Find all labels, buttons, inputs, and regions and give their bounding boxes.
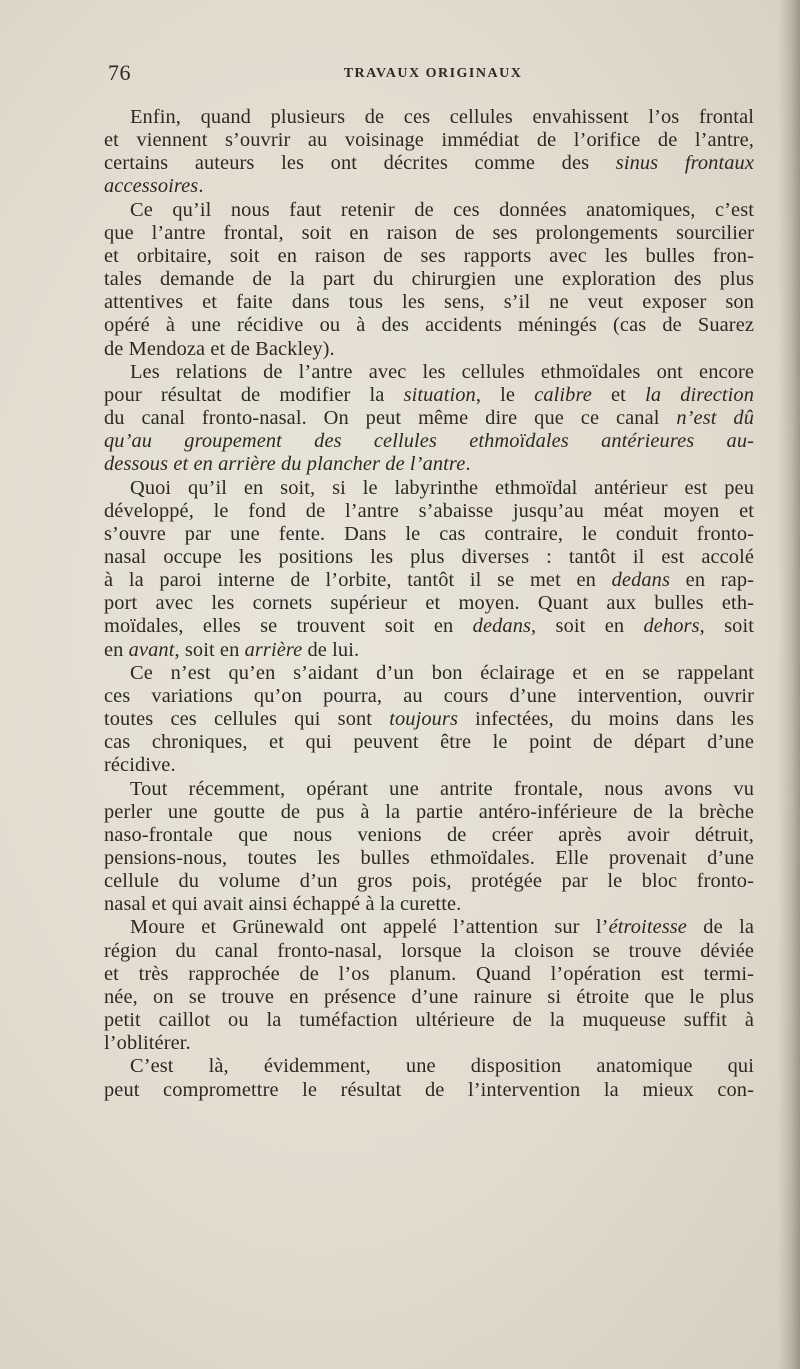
text-line: s’ouvre par une fente. Dans le cas contraire, le conduit fronto- xyxy=(104,522,754,545)
text-line: accessoires. xyxy=(104,175,204,198)
text-line: Quoi qu’il en soit, si le labyrinthe ethmoïdal antérieur est peu xyxy=(130,476,754,499)
text-line: cas chroniques, et qui peuvent être le point de départ d’une xyxy=(104,731,754,754)
text-line: C’est là, évidemment, une disposition anatomique qui xyxy=(130,1055,754,1078)
paragraph xyxy=(104,361,754,477)
text-line: et orbitaire, soit en raison de ses rapports avec les bulles fron- xyxy=(104,244,754,267)
text-line: attentives et faite dans tous les sens, s’il ne veut exposer son xyxy=(104,291,754,314)
text-line: Enfin, quand plusieurs de ces cellules envahissent l’os frontal xyxy=(130,106,754,128)
text-line: à la paroi interne de l’orbite, tantôt il se met en dedans en rap- xyxy=(104,569,754,592)
page-number: 76 xyxy=(108,60,131,85)
text-line: nasal occupe les positions les plus diverses : tantôt il est accolé xyxy=(104,545,754,568)
text-line: récidive. xyxy=(104,754,176,777)
text-line: région du canal fronto-nasal, lorsque la cloison se trouve déviée xyxy=(104,939,754,962)
body-text xyxy=(104,106,754,1102)
paragraph xyxy=(104,662,754,778)
text-line: l’oblitérer. xyxy=(104,1032,191,1055)
text-line: ces variations qu’on pourra, au cours d’une intervention, ouvrir xyxy=(104,684,754,707)
text-line: pour résultat de modifier la situation, le calibre et la direction xyxy=(104,383,754,406)
text-line: née, on se trouve en présence d’une rainure si étroite que le plus xyxy=(104,985,754,1008)
paragraph xyxy=(104,477,754,662)
text-line: port avec les cornets supérieur et moyen. Quant aux bulles eth- xyxy=(104,592,754,615)
text-line: que l’antre frontal, soit en raison de ses prolongements sourcilier xyxy=(104,221,754,244)
paragraph xyxy=(104,199,754,361)
text-line: Les relations de l’antre avec les cellules ethmoïdales ont encore xyxy=(130,360,754,383)
running-head: TRAVAUX ORIGINAUX xyxy=(343,66,523,81)
text-line: pensions-nous, toutes les bulles ethmoïdales. Elle provenait d’une xyxy=(104,847,754,869)
text-line: développé, le fond de l’antre s’abaisse jusqu’au méat moyen et xyxy=(104,499,754,522)
page-gutter-shadow xyxy=(778,0,800,1369)
text-line: dessous et en arrière du plancher de l’antre. xyxy=(104,453,471,476)
text-line: Ce n’est qu’en s’aidant d’un bon éclairage et en se rappelant xyxy=(130,661,754,684)
text-line: certains auteurs les ont décrites comme des sinus frontaux xyxy=(104,152,754,175)
page-header xyxy=(108,60,758,90)
text-line: du canal fronto-nasal. On peut même dire que ce canal n’est dû xyxy=(104,407,754,430)
paragraph xyxy=(104,1055,754,1101)
text-line: qu’au groupement des cellules ethmoïdales antérieures au- xyxy=(104,430,754,453)
text-line: perler une goutte de pus à la partie antéro-inférieure de la brèche xyxy=(104,800,754,823)
paragraph xyxy=(104,916,754,1055)
text-line: nasal et qui avait ainsi échappé à la curette. xyxy=(104,893,462,916)
text-line: toutes ces cellules qui sont toujours infectées, du moins dans les xyxy=(104,708,754,731)
text-line: et très rapprochée de l’os planum. Quand l’opération est termi- xyxy=(104,962,754,985)
text-line: opéré à une récidive ou à des accidents méningés (cas de Suarez xyxy=(104,314,754,337)
paragraph xyxy=(104,778,754,917)
text-line: petit caillot ou la tuméfaction ultérieure de la muqueuse suffit à xyxy=(104,1009,754,1032)
text-line: en avant, soit en arrière de lui. xyxy=(104,638,360,661)
text-line: naso-frontale que nous venions de créer après avoir détruit, xyxy=(104,823,754,846)
paragraph xyxy=(104,106,754,199)
text-line: et viennent s’ouvrir au voisinage immédiat de l’orifice de l’antre, xyxy=(104,129,754,152)
text-line: Tout récemment, opérant une antrite frontale, nous avons vu xyxy=(130,777,754,800)
text-line: moïdales, elles se trouvent soit en dedans, soit en dehors, soit xyxy=(104,615,754,638)
text-line: de Mendoza et de Backley). xyxy=(104,337,335,360)
text-line: peut compromettre le résultat de l’intervention la mieux con- xyxy=(104,1078,754,1101)
text-line: cellule du volume d’un gros pois, protégée par le bloc fronto- xyxy=(104,870,754,893)
text-line: Moure et Grünewald ont appelé l’attention sur l’étroitesse de la xyxy=(130,916,754,939)
text-line: Ce qu’il nous faut retenir de ces données anatomiques, c’est xyxy=(130,198,754,221)
text-line: tales demande de la part du chirurgien une exploration des plus xyxy=(104,268,754,291)
